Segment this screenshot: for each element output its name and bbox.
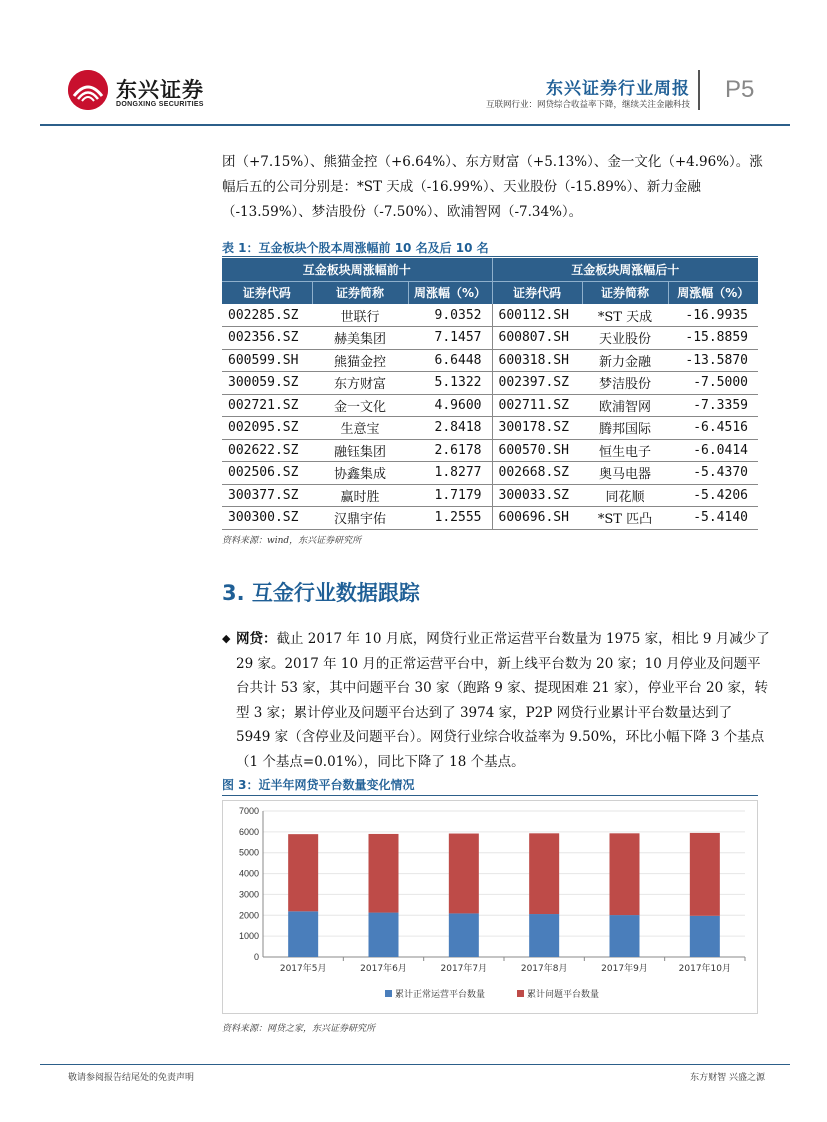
bar-problem-platforms <box>690 833 720 916</box>
table-row <box>222 462 758 485</box>
table-row <box>222 439 758 462</box>
y-tick-label: 7000 <box>238 806 259 816</box>
y-tick-label: 6000 <box>238 826 259 837</box>
stock-code: 300178.SZ <box>492 417 582 440</box>
stock-name: 腾邦国际 <box>582 417 668 440</box>
p2p-bullet <box>222 627 770 774</box>
y-tick-label: 1000 <box>238 931 259 942</box>
stock-code: 002356.SZ <box>222 327 312 350</box>
x-tick-label: 2017年10月 <box>678 964 732 974</box>
page-number: P5 <box>725 76 755 103</box>
stock-name: 恒生电子 <box>582 439 668 462</box>
col-header-code: 证券代码 <box>492 281 582 304</box>
stock-name: 赢时胜 <box>312 484 408 507</box>
logo-emblem-icon <box>68 70 108 110</box>
bar-normal-platforms <box>690 916 720 957</box>
col-header-pct: 周涨幅（%） <box>408 281 492 304</box>
x-tick-label: 2017年9月 <box>601 964 648 974</box>
stock-change: -5.4206 <box>668 484 758 507</box>
stock-performance-table <box>222 258 758 530</box>
stock-change: 6.6448 <box>408 349 492 372</box>
stock-name: 熊猫金控 <box>312 349 408 372</box>
bar-problem-platforms <box>288 834 318 911</box>
stock-code: 002711.SZ <box>492 394 582 417</box>
stock-change: -15.8859 <box>668 327 758 350</box>
stock-change: -7.5000 <box>668 372 758 395</box>
stock-change: 2.6178 <box>408 439 492 462</box>
stock-code: 300033.SZ <box>492 484 582 507</box>
col-header-name: 证券简称 <box>312 281 408 304</box>
stock-code: 600112.SH <box>492 304 582 327</box>
stock-code: 002506.SZ <box>222 462 312 485</box>
header-separator <box>698 70 700 110</box>
caption-rule <box>222 795 758 796</box>
stock-change: -13.5870 <box>668 349 758 372</box>
stock-change: 9.0352 <box>408 304 492 327</box>
bar-problem-platforms <box>610 833 640 915</box>
company-logo <box>68 68 258 118</box>
stock-name: 天业股份 <box>582 327 668 350</box>
stock-name: 世联行 <box>312 304 408 327</box>
stock-name: 汉鼎宇佑 <box>312 507 408 530</box>
stock-code: 600599.SH <box>222 349 312 372</box>
section-title: 3. 互金行业数据跟踪 <box>222 581 420 605</box>
table-source: 资料来源：wind，东兴证券研究所 <box>222 536 362 546</box>
legend-swatch <box>385 990 392 997</box>
bar-normal-platforms <box>610 915 640 957</box>
stock-code: 300300.SZ <box>222 507 312 530</box>
stock-change: -6.4516 <box>668 417 758 440</box>
stock-change: 1.8277 <box>408 462 492 485</box>
table-row <box>222 484 758 507</box>
stock-code: 002095.SZ <box>222 417 312 440</box>
figure-caption: 图 3：近半年网贷平台数量变化情况 <box>222 778 415 792</box>
figure-source: 资料来源：网贷之家，东兴证券研究所 <box>222 1024 376 1034</box>
stock-name: 协鑫集成 <box>312 462 408 485</box>
footer-disclaimer: 敬请参阅报告结尾处的免责声明 <box>68 1073 195 1083</box>
stock-change: -7.3359 <box>668 394 758 417</box>
stock-name: 同花顺 <box>582 484 668 507</box>
header-rule <box>40 124 790 126</box>
col-header-name: 证券简称 <box>582 281 668 304</box>
stock-change: -5.4370 <box>668 462 758 485</box>
table-caption: 表 1：互金板块个股本周涨幅前 10 名及后 10 名 <box>222 241 489 255</box>
group-header-top: 互金板块周涨幅前十 <box>222 258 492 281</box>
footer-slogan: 东方财智 兴盛之源 <box>690 1073 765 1083</box>
bullet-text-block <box>236 627 770 774</box>
stock-code: 300377.SZ <box>222 484 312 507</box>
x-tick-label: 2017年5月 <box>279 964 327 974</box>
bullet-text: 截止 2017 年 10 月底，网贷行业正常运营平台数量为 1975 家，相比 9 月减少了 29 家。2017 年 10 月的正常运营平台中，新上线平台数为 20 家；10 月停业及问题平台共计 53 家，其中问题平台 30 家（跑路 9 家、提现困难 21 家），停业平台 20 家，转型 3 家；累计停业及问题平台达到了 3974 家，P2P 网贷行业累计平台数量达到了 5949 家（含停业及问题平台）。网贷行业综合收益率为 9.50%，环比小幅下降 3 个基点（1 个基点=0.01%），同比下降了 18 个基点。 <box>236 631 770 770</box>
legend-label: 累计正常运营平台数量 <box>395 990 486 1000</box>
legend-label: 累计问题平台数量 <box>527 990 600 1000</box>
stock-change: 2.8418 <box>408 417 492 440</box>
intro-paragraph: 团（+7.15%）、熊猫金控（+6.64%）、东方财富（+5.13%）、金一文化（+4.96%）。涨幅后五的公司分别是：*ST 天成（-16.99%）、天业股份（-15.89%）、新力金融（-13.59%）、梦洁股份（-7.50%）、欧浦智网（-7.34%）。 <box>222 154 763 220</box>
stock-change: -6.0414 <box>668 439 758 462</box>
stock-name: *ST 匹凸 <box>582 507 668 530</box>
page-header <box>40 62 790 124</box>
stock-change: 1.2555 <box>408 507 492 530</box>
table-row <box>222 349 758 372</box>
stock-code: 600696.SH <box>492 507 582 530</box>
stock-name: 欧浦智网 <box>582 394 668 417</box>
stock-change: 7.1457 <box>408 327 492 350</box>
stock-code: 600318.SH <box>492 349 582 372</box>
bullet-label: 网贷： <box>236 631 277 647</box>
stock-change: -5.4140 <box>668 507 758 530</box>
stock-change: -16.9935 <box>668 304 758 327</box>
y-tick-label: 3000 <box>238 889 259 900</box>
caption-rule <box>222 256 758 257</box>
stock-code: 002285.SZ <box>222 304 312 327</box>
report-title: 东兴证券行业周报 <box>546 79 690 99</box>
stock-name: 奥马电器 <box>582 462 668 485</box>
report-subtitle: 互联网行业：网贷综合收益率下降，继续关注金融科技 <box>485 100 690 110</box>
bar-problem-platforms <box>369 834 399 913</box>
stock-name: 东方财富 <box>312 372 408 395</box>
bar-problem-platforms <box>529 833 559 914</box>
table-row <box>222 304 758 327</box>
table-row <box>222 394 758 417</box>
table-row <box>222 417 758 440</box>
stock-change: 1.7179 <box>408 484 492 507</box>
footer-rule <box>40 1064 790 1065</box>
diamond-bullet-icon: ◆ <box>222 632 231 645</box>
table-row <box>222 372 758 395</box>
col-header-code: 证券代码 <box>222 281 312 304</box>
bar-normal-platforms <box>449 913 479 957</box>
stock-name: 新力金融 <box>582 349 668 372</box>
stock-name: 赫美集团 <box>312 327 408 350</box>
stock-name: 生意宝 <box>312 417 408 440</box>
stock-name: 梦洁股份 <box>582 372 668 395</box>
y-tick-label: 2000 <box>238 910 259 921</box>
x-tick-label: 2017年7月 <box>440 964 488 974</box>
y-tick-label: 5000 <box>238 847 259 858</box>
stock-code: 002668.SZ <box>492 462 582 485</box>
y-tick-label: 0 <box>253 952 259 962</box>
stock-change: 4.9600 <box>408 394 492 417</box>
stock-code: 002397.SZ <box>492 372 582 395</box>
logo-text-cn: 东兴证券 <box>116 78 204 102</box>
table-row <box>222 327 758 350</box>
chart-frame <box>222 800 758 1014</box>
bar-normal-platforms <box>369 913 399 957</box>
stock-name: 融钰集团 <box>312 439 408 462</box>
bar-normal-platforms <box>529 914 559 957</box>
y-tick-label: 4000 <box>238 868 259 879</box>
table-body <box>222 304 758 529</box>
stock-name: 金一文化 <box>312 394 408 417</box>
x-tick-label: 2017年6月 <box>360 964 407 974</box>
stock-code: 002721.SZ <box>222 394 312 417</box>
logo-text-en: DONGXING SECURITIES <box>116 101 204 108</box>
stock-code: 002622.SZ <box>222 439 312 462</box>
bar-normal-platforms <box>288 911 318 957</box>
col-header-pct: 周涨幅（%） <box>668 281 758 304</box>
stock-change: 5.1322 <box>408 372 492 395</box>
group-header-bottom: 互金板块周涨幅后十 <box>492 258 758 281</box>
table-row <box>222 507 758 530</box>
bar-problem-platforms <box>449 834 479 914</box>
stock-code: 300059.SZ <box>222 372 312 395</box>
legend-swatch <box>517 990 524 997</box>
x-tick-label: 2017年8月 <box>520 964 568 974</box>
stock-name: *ST 天成 <box>582 304 668 327</box>
stacked-bar-chart <box>223 801 757 1013</box>
stock-code: 600807.SH <box>492 327 582 350</box>
stock-code: 600570.SH <box>492 439 582 462</box>
